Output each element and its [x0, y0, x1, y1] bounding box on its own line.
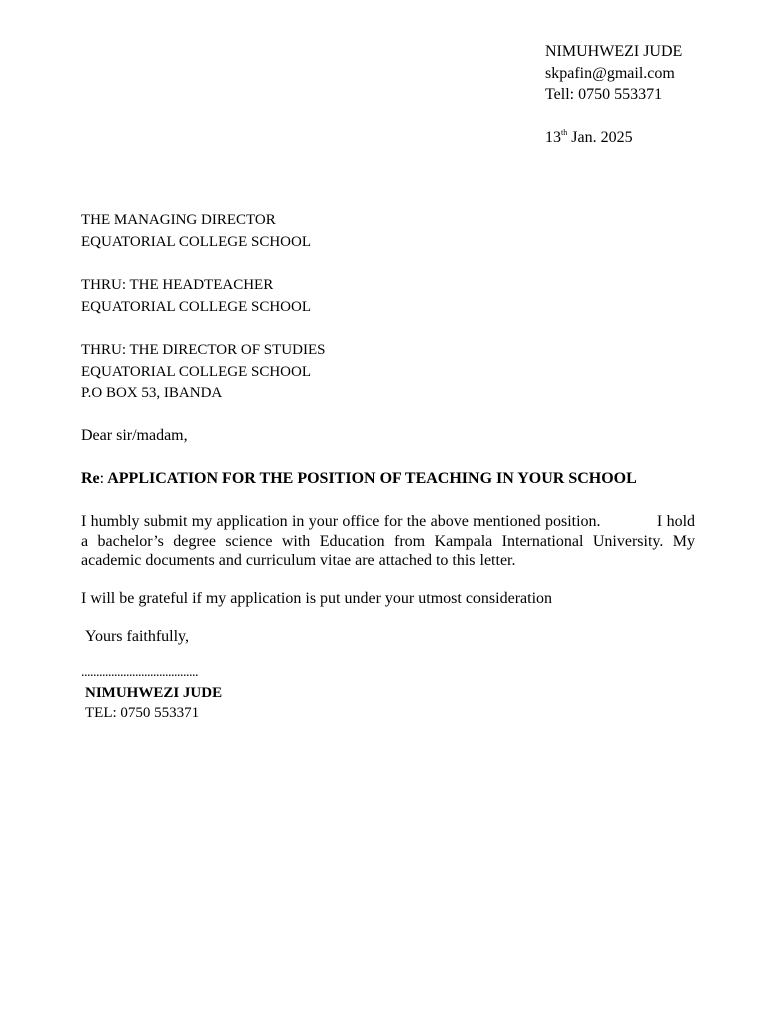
recipient-line: THRU: THE DIRECTOR OF STUDIES	[81, 342, 326, 358]
recipient-line: EQUATORIAL COLLEGE SCHOOL	[81, 363, 311, 380]
date-suffix: th	[561, 128, 568, 137]
signature-line: .......................................	[81, 665, 198, 680]
subject-line	[81, 468, 637, 489]
sender-block	[545, 41, 682, 106]
body-paragraph-1-part-2: I hold a bachelor’s degree science with Education from Kampala International University. My academic documents and curriculum vitae are attached to this letter.	[81, 513, 696, 569]
recipient-line: THE MANAGING DIRECTOR	[81, 212, 276, 228]
recipient-line: THRU: THE HEADTEACHER	[81, 277, 274, 293]
subject-colon: :	[99, 470, 105, 487]
signature-name: NIMUHWEZI JUDE	[85, 685, 223, 701]
subject-title: APPLICATION FOR THE POSITION OF TEACHING IN YOUR SCHOOL	[104, 470, 637, 487]
recipient-line: P.O BOX 53, IBANDA	[81, 385, 223, 401]
salutation: Dear sir/madam,	[81, 427, 188, 444]
recipient-block-3	[81, 340, 325, 405]
date-rest: Jan. 2025	[567, 129, 633, 146]
sender-phone: Tell: 0750 553371	[545, 86, 663, 103]
date-day: 13	[545, 129, 561, 146]
body-paragraph-1	[81, 512, 695, 571]
body-paragraph-2: I will be grateful if my application is put under your utmost consideration	[81, 590, 553, 607]
closing: Yours faithfully,	[85, 628, 190, 645]
recipient-block-1	[81, 210, 311, 253]
sender-email: skpafin@gmail.com	[545, 64, 675, 82]
recipient-line: EQUATORIAL COLLEGE SCHOOL	[81, 298, 311, 315]
body-paragraph-1-part-1: I humbly submit my application in your office for the above mentioned position.	[81, 513, 601, 530]
recipient-line: EQUATORIAL COLLEGE SCHOOL	[81, 233, 311, 250]
signature-tel: TEL: 0750 553371	[85, 705, 200, 721]
subject-prefix: Re	[81, 470, 100, 487]
recipient-block-2	[81, 275, 311, 318]
sender-name: NIMUHWEZI JUDE	[545, 43, 683, 60]
letter-date	[545, 127, 633, 148]
